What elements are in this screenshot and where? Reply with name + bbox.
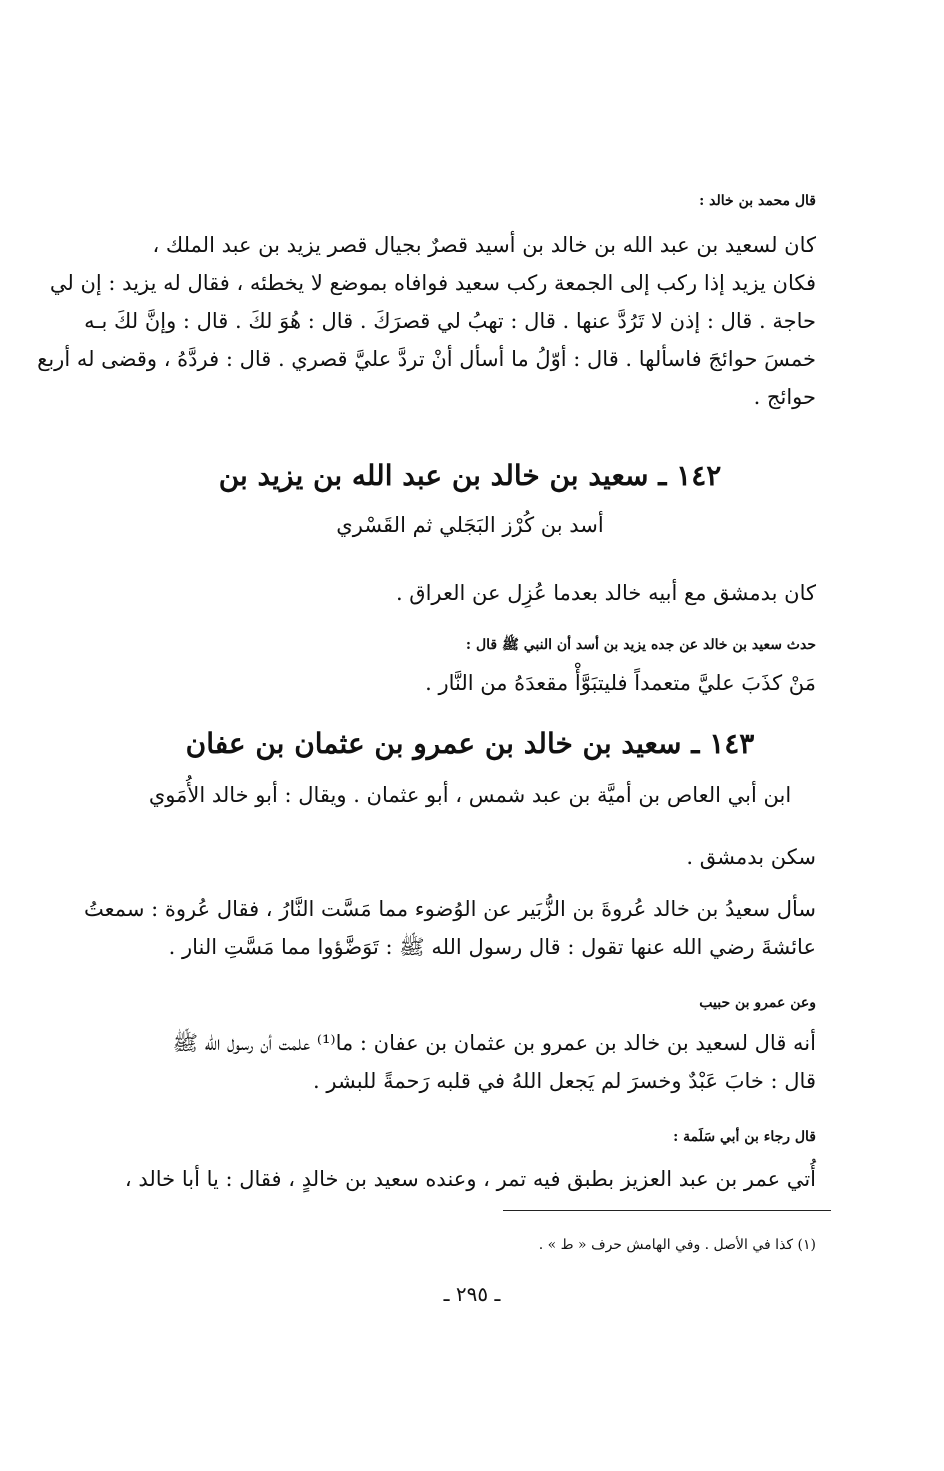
entry-143-subtitle: ابن أبي العاص بن أميَّة بن عبد شمس ، أبو عثمان . ويقال : أبو خالد الأُمَوي <box>148 783 792 807</box>
entry-142-title: ١٤٢ ـ سعيد بن خالد بن عبد الله بن يزيد بن <box>218 459 722 492</box>
text-line: حاجة . قال : إذن لا تَرُدَّ عنها . قال : تهبُ لي قصرَكَ . قال : هُوَ لكَ . قال : وإنَّ لكَ بـه <box>84 309 816 333</box>
text-line: قال : خابَ عَبْدٌ وخسرَ لم يَجعل اللهُ في قلبه رَحمةً للبشر . <box>313 1069 816 1093</box>
text-line: عائشةَ رضي الله عنها تقول : قال رسول الله ﷺ : تَوَضَّؤوا مما مَسَّتِ النار . <box>168 935 816 959</box>
text-line: فكان يزيد إذا ركب إلى الجمعة ركب سعيد فوافاه بموضع لا يخطئه ، فقال له يزيد : إن لي <box>49 271 816 295</box>
paragraph-2-heading: وعن عمرو بن حبيب <box>699 995 816 1011</box>
entry-143-paragraph-2 <box>124 1024 816 1100</box>
text-line: حوائج . <box>753 385 816 409</box>
page-number: ـ ٢٩٥ ـ <box>443 1282 501 1306</box>
paragraph-3-heading: قال رجاء بن أبي سَلَمة : <box>673 1129 816 1145</box>
text-line: خمسَ حوائجَ فاسألها . قال : أوّلُ ما أسأل أنْ تردَّ عليَّ قصري . قال : فردَّهُ ، وقضى له أربع <box>37 347 816 371</box>
entry-143-title: ١٤٣ ـ سعيد بن خالد بن عمرو بن عثمان بن عفان <box>185 727 755 760</box>
footnote-divider <box>503 1210 831 1211</box>
hadith-intro: حدث سعيد بن خالد عن جده يزيد بن أسد أن النبي ﷺ قال : <box>465 637 816 653</box>
text-line: أنه قال لسعيد بن خالد بن عمرو بن عثمان بن عفان : ما⁽¹⁾ علمت أن رسول الله ﷺ <box>172 1031 816 1055</box>
entry-142-text: كان بدمشق مع أبيه خالد بعدما عُزِل عن العراق . <box>395 581 816 605</box>
intro-paragraph <box>37 226 816 416</box>
entry-143-text: سكن بدمشق . <box>686 845 816 869</box>
entry-143-paragraph-1 <box>83 890 816 966</box>
text-line: سأل سعيدُ بن خالد عُروةَ بن الزُّبَير عن الوُضوء مما مَسَّت النَّارُ ، فقال عُروة : سمعتُ <box>83 897 816 921</box>
text-line: كان لسعيد بن عبد الله بن خالد بن أسيد قصرٌ بجيال قصر يزيد بن عبد الملك ، <box>152 233 816 257</box>
footnote: (١) كذا في الأصل . وفي الهامش حرف « ط » . <box>538 1237 816 1253</box>
text-line: أُتي عمر بن عبد العزيز بطبق فيه تمر ، وعنده سعيد بن خالدٍ ، فقال : يا أبا خالد ، <box>124 1167 816 1191</box>
intro-heading: قال محمد بن خالد : <box>699 193 816 209</box>
entry-143-paragraph-3 <box>124 1160 816 1198</box>
entry-142-subtitle: أسد بن كُرْز البَجَلي ثم القَسْري <box>336 513 604 537</box>
hadith-text: مَنْ كذَبَ عليَّ متعمداً فليتبَوَّأْ مقعدَهُ من النَّار . <box>425 671 816 695</box>
